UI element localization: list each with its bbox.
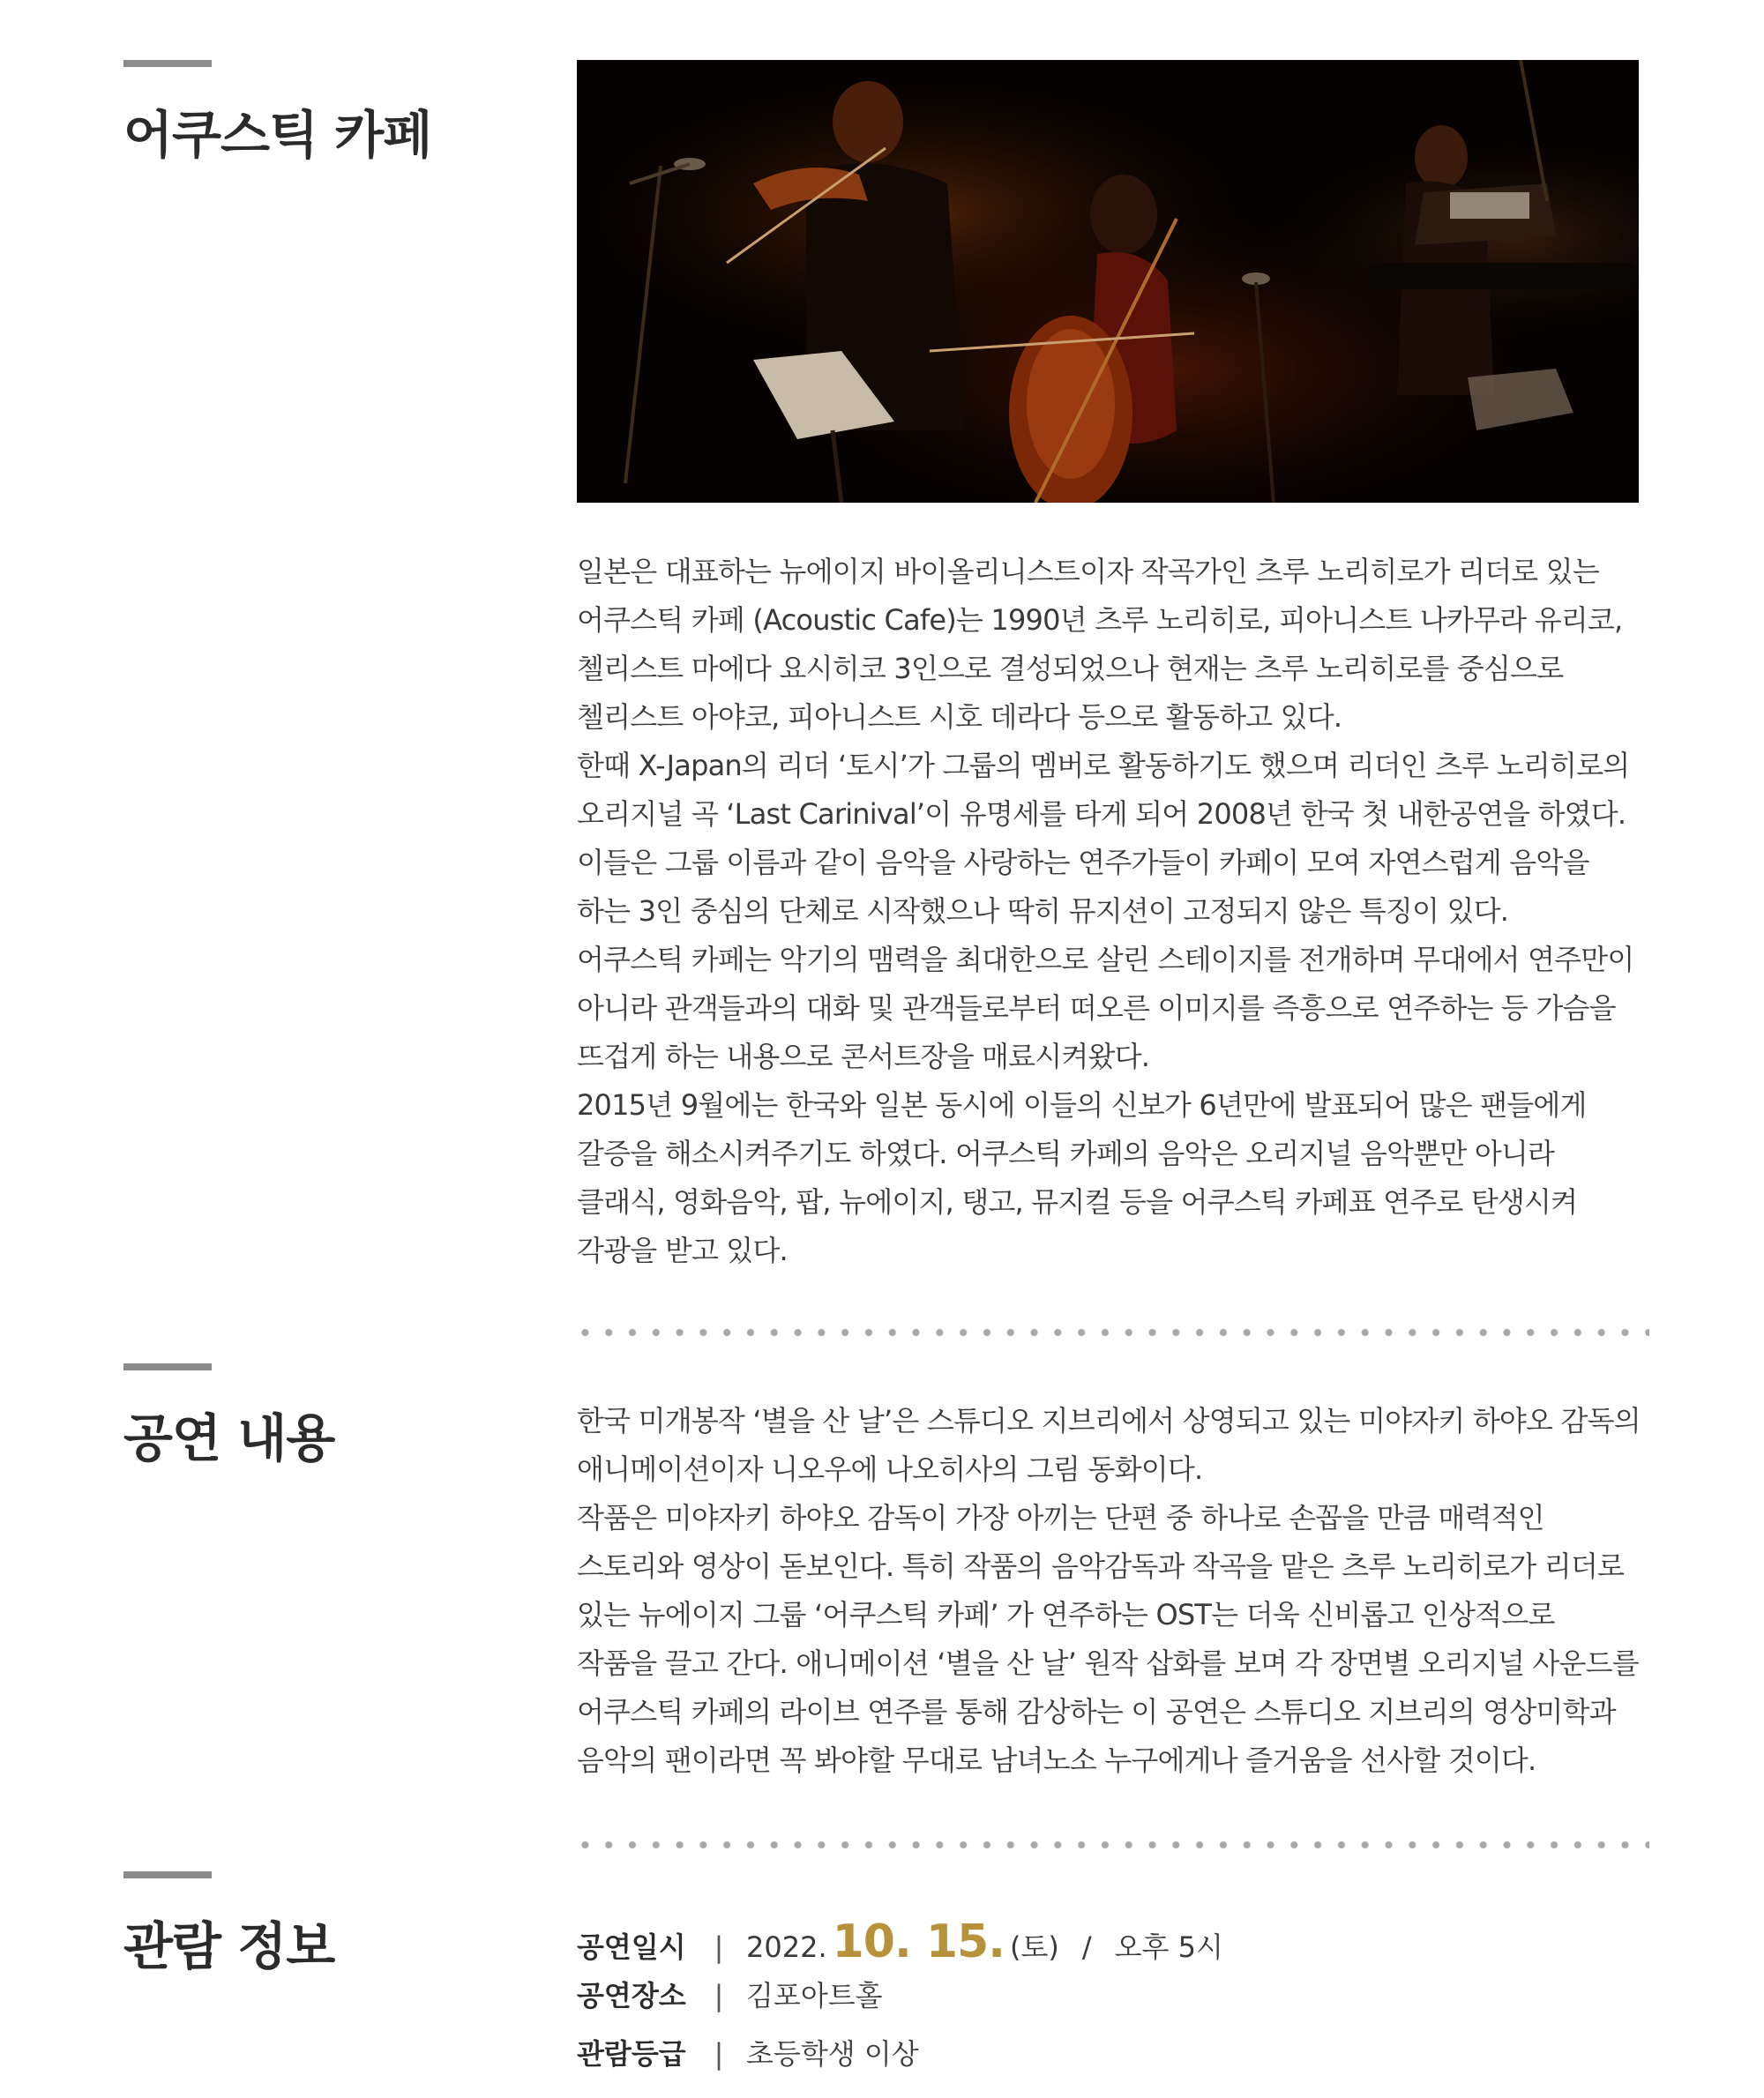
- dotted-divider: [573, 1328, 1649, 1337]
- section-title: 관람 정보: [123, 1916, 335, 1976]
- performance-description: [577, 1397, 1641, 1785]
- info-separator: |: [714, 2037, 724, 2071]
- info-value: [746, 1915, 1223, 1968]
- section-heading: [123, 1363, 334, 1471]
- dotted-divider: [573, 1840, 1649, 1849]
- info-value: 김포아트홀: [746, 1979, 883, 2012]
- info-row-rating: [577, 2032, 1641, 2090]
- heading-accent-bar: [123, 60, 212, 67]
- section-content: [577, 60, 1641, 1275]
- info-value: 초등학생 이상: [746, 2037, 919, 2071]
- heading-accent-bar: [123, 1363, 212, 1370]
- paragraph: 한때 X-Japan의 리더 ‘토시’가 그룹의 멤버로 활동하기도 했으며 리더인 츠루 노리히로의 오리지널 곡 ‘Last Carinival’이 유명세를 타게 되어 2008년 한국 첫 내한공연을 하였다. 이들은 그룹 이름과 같이 음악을 사랑하는 연주가들이 카페이 모여 자연스럽게 음악을 하는 3인 중심의 단체로 시작했으나 딱히 뮤지션이 고정되지 않은 특징이 있다.: [577, 749, 1630, 928]
- date-slash: /: [1081, 1930, 1092, 1964]
- section-title: 어쿠스틱 카페: [123, 105, 432, 165]
- section-heading: [123, 60, 431, 168]
- date-time: 오후 5시: [1114, 1930, 1223, 1964]
- section-heading: [123, 1871, 334, 1979]
- heading-accent-bar: [123, 1871, 212, 1878]
- paragraph: 2015년 9월에는 한국와 일본 동시에 이들의 신보가 6년만에 발표되어 많은 팬들에게 갈증을 해소시켜주기도 하였다. 어쿠스틱 카페의 음악은 오리지널 음악뿐만 아니라 클래식, 영화음악, 팝, 뉴에이지, 탱고, 뮤지컬 등을 어쿠스틱 카페표 연주로 탄생시켜 각광을 받고 있다.: [577, 1088, 1587, 1267]
- info-separator: |: [714, 1930, 724, 1964]
- info-label: 공연장소: [577, 1979, 686, 2012]
- date-day: 10. 15.: [832, 1915, 1005, 1968]
- concert-photo: [577, 60, 1639, 503]
- info-label: 공연일시: [577, 1930, 686, 1964]
- info-row-venue: [577, 1974, 1641, 2032]
- paragraph: 한국 미개봉작 ‘별을 산 날’은 스튜디오 지브리에서 상영되고 있는 미야자키 하야오 감독의 애니메이션이자 니오우에 나오히사의 그림 동화이다.: [577, 1404, 1641, 1486]
- date-weekday: (토): [1009, 1930, 1059, 1964]
- section-title: 공연 내용: [123, 1408, 335, 1468]
- info-row-date: [577, 1915, 1641, 1974]
- paragraph: 어쿠스틱 카페는 악기의 맴력을 최대한으로 살린 스테이지를 전개하며 무대에서 연주만이 아니라 관객들과의 대화 및 관객들로부터 떠오른 이미지를 즉흥으로 연주하는 등 가슴을 뜨겁게 하는 내용으로 콘서트장을 매료시켜왔다.: [577, 943, 1634, 1073]
- paragraph: 작품은 미야자키 하야오 감독이 가장 아끼는 단편 중 하나로 손꼽을 만큼 매력적인 스토리와 영상이 돋보인다. 특히 작품의 음악감독과 작곡을 맡은 츠루 노리히로가 리더로 있는 뉴에이지 그룹 ‘어쿠스틱 카페’ 가 연주하는 OST는 더욱 신비롭고 인상적으로 작품을 끌고 간다. 애니메이션 ‘별을 산 날’ 원작 삽화를 보며 각 장면별 오리지널 사운드를 어쿠스틱 카페의 라이브 연주를 통해 감상하는 이 공연은 스튜디오 지브리의 영상미학과 음악의 팬이라면 꼭 봐야할 무대로 남녀노소 누구에게나 즐거움을 선사할 것이다.: [577, 1501, 1639, 1777]
- info-list: [577, 1915, 1641, 2090]
- section-content: [577, 1397, 1641, 1785]
- info-separator: |: [714, 1979, 724, 2012]
- date-year: 2022.: [746, 1930, 827, 1964]
- info-label: 관람등급: [577, 2037, 686, 2071]
- paragraph: 일본은 대표하는 뉴에이지 바이올리니스트이자 작곡가인 츠루 노리히로가 리더로 있는 어쿠스틱 카페 (Acoustic Cafe)는 1990년 츠루 노리히로, 피아니스트 나카무라 유리코, 첼리스트 마에다 요시히코 3인으로 결성되었으나 현재는 츠루 노리히로를 중심으로 첼리스트 아야코, 피아니스트 시호 데라다 등으로 활동하고 있다.: [577, 555, 1623, 734]
- artist-description: [577, 548, 1641, 1275]
